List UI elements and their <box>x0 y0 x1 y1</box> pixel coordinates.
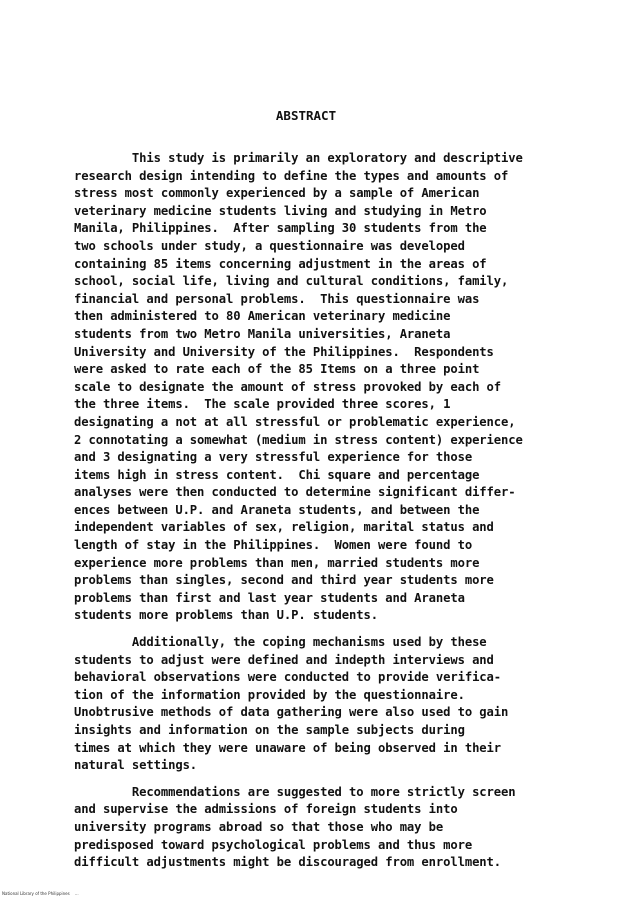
text-line: students to adjust were defined and indepth interviews and <box>74 652 494 667</box>
text-line: financial and personal problems. This questionnaire was <box>74 291 480 306</box>
text-line: veterinary medicine students living and studying in Metro <box>74 203 487 218</box>
text-line: length of stay in the Philippines. Women were found to <box>74 538 473 553</box>
text-line: ences between U.P. and Araneta students, and between the <box>74 502 480 517</box>
text-line: times at which they were unaware of being observed in their <box>74 740 502 755</box>
text-line: problems than first and last year students and Araneta <box>74 590 465 605</box>
text-line: and supervise the admissions of foreign students into <box>74 802 458 817</box>
text-line: tion of the information provided by the questionnaire. <box>74 687 465 702</box>
text-line: were asked to rate each of the 85 Items on a three point <box>74 362 480 377</box>
text-line: This study is primarily an exploratory and descriptive <box>74 151 523 165</box>
text-line: problems than singles, second and third year students more <box>74 573 494 588</box>
text-line: behavioral observations were conducted to provide verifica- <box>74 670 502 685</box>
text-line: independent variables of sex, religion, marital status and <box>74 520 494 535</box>
footer-note: National Library of the Philippines ... <box>2 891 79 896</box>
text-line: Manila, Philippines. After sampling 30 students from the <box>74 221 487 236</box>
text-line: natural settings. <box>74 758 198 773</box>
paragraph-gap <box>74 625 574 634</box>
text-line: students more problems than U.P. students. <box>74 608 378 623</box>
text-line: research design intending to define the types and amounts of <box>74 168 509 183</box>
paragraph <box>74 784 574 872</box>
text-line: insights and information on the sample subjects during <box>74 723 465 737</box>
paragraph-gap <box>74 775 574 784</box>
text-line: designating a not at all stressful or problematic experience, <box>74 414 516 429</box>
text-line: analyses were then conducted to determine significant differ- <box>74 485 516 500</box>
text-line: and 3 designating a very stressful experience for those <box>74 450 473 465</box>
text-line: school, social life, living and cultural conditions, family, <box>74 274 509 289</box>
text-line: University and University of the Philippines. Respondents <box>74 344 494 359</box>
text-line: two schools under study, a questionnaire was developed <box>74 238 465 253</box>
abstract-heading: ABSTRACT <box>275 108 337 123</box>
text-line: 2 connotating a somewhat (medium in stress content) experience <box>74 432 523 447</box>
text-line: predisposed toward psychological problems and thus more <box>74 837 473 852</box>
paragraph <box>74 634 574 775</box>
text-line: scale to designate the amount of stress provoked by each of <box>74 379 502 394</box>
text-line: experience more problems than men, married students more <box>74 555 480 570</box>
text-line: Unobtrusive methods of data gathering were also used to gain <box>74 705 509 720</box>
text-line: items high in stress content. Chi square and percentage <box>74 467 480 482</box>
text-line: Additionally, the coping mechanisms used by these <box>74 635 487 650</box>
text-line: Recommendations are suggested to more strictly screen <box>74 784 516 799</box>
paragraph <box>74 150 574 625</box>
text-line: containing 85 items concerning adjustment in the areas of <box>74 256 487 271</box>
abstract-body <box>74 150 574 872</box>
text-line: students from two Metro Manila universities, Araneta <box>74 326 451 341</box>
text-line: the three items. The scale provided three scores, 1 <box>74 397 451 412</box>
text-line: stress most commonly experienced by a sample of American <box>74 186 480 201</box>
text-line: difficult adjustments might be discouraged from enrollment. <box>74 855 502 870</box>
text-line: then administered to 80 American veterinary medicine <box>74 309 451 324</box>
text-line: university programs abroad so that those who may be <box>74 819 444 834</box>
